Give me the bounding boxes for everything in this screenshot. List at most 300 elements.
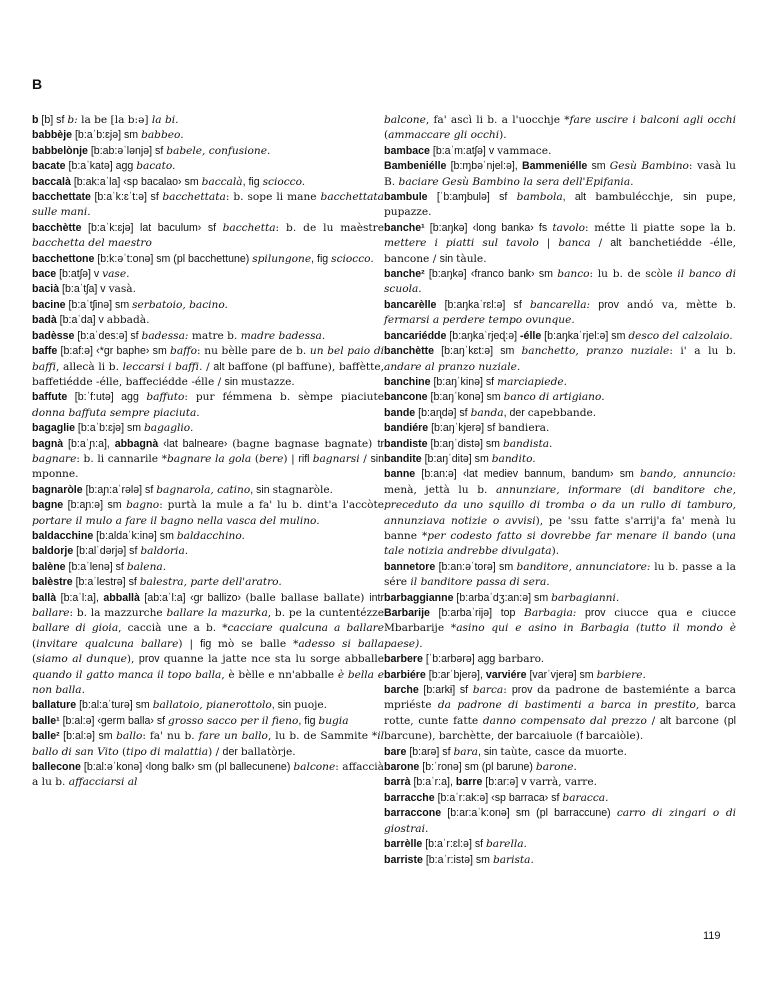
- dictionary-entry: [32, 729, 384, 760]
- entry-grammar: [b:aˈɲ:a],: [63, 437, 115, 450]
- entry-grammar: [b:aŋˈkonə] sm: [427, 391, 504, 404]
- dictionary-entry: [32, 190, 384, 221]
- entry-grammar: [varˈvjerə] sm: [526, 668, 597, 681]
- entry-translation: il ballo di san Vito: [32, 730, 385, 758]
- entry-translation: baracca.: [562, 791, 609, 804]
- dictionary-entry: [384, 591, 736, 606]
- entry-grammar: [b:aˈb:ɛjə] sm: [72, 129, 142, 142]
- headword: baffute: [32, 391, 68, 404]
- entry-translation: ballare di gioia: [32, 622, 119, 635]
- entry-translation: bagaglio.: [144, 422, 194, 435]
- entry-translation: siamo al dunque: [36, 653, 127, 666]
- entry-grammar: prov: [576, 607, 615, 619]
- entry-text: (balle ballase ballate): [245, 591, 370, 604]
- dictionary-entry: [384, 190, 736, 221]
- dictionary-entry: [32, 313, 384, 328]
- entry-translation: bere: [258, 452, 284, 465]
- headword: baldorje: [32, 545, 74, 558]
- entry-grammar: [b:aŋkaˈrjeɖ:ə]: [446, 329, 521, 342]
- entry-grammar: sin: [370, 452, 384, 465]
- dictionary-entry: [32, 344, 384, 390]
- dictionary-entry: [384, 390, 736, 405]
- headword: banche²: [384, 268, 425, 281]
- dictionary-entry: [384, 437, 736, 452]
- entry-text: baffone (: [227, 360, 276, 373]
- entry-translation: bagnarola, catino: [156, 483, 251, 496]
- headword: balle¹: [32, 714, 60, 727]
- entry-grammar: [b:aˈlenə] sf: [65, 560, 127, 573]
- dictionary-entry: [32, 498, 384, 529]
- headword: bacine: [32, 298, 66, 311]
- entry-grammar: [ˈb:aɱbulə] sf: [427, 191, 517, 204]
- dictionary-entry: [32, 698, 384, 713]
- dictionary-entry: [32, 544, 384, 559]
- entry-grammar: [b:aˈm:atʃə] v: [429, 144, 498, 157]
- entry-text: menà, jettà lu b.: [384, 483, 496, 496]
- entry-grammar: alt: [610, 237, 630, 250]
- headword: baffe: [32, 345, 58, 358]
- entry-translation: bacchetta del maestro: [32, 237, 152, 250]
- entry-grammar: [b:al:aˈturə] sm: [76, 699, 153, 712]
- entry-text: barca rotte, cunte fatte: [384, 699, 736, 727]
- entry-grammar: f: [580, 730, 586, 743]
- headword: babbelònje: [32, 144, 88, 157]
- headword: barre: [455, 776, 483, 789]
- entry-text: barcaiòle).: [585, 730, 644, 743]
- headword: balène: [32, 560, 66, 573]
- dictionary-entry: [384, 452, 736, 467]
- entry-text: : vasà lu B.: [384, 160, 736, 188]
- entry-text: matre b.: [188, 329, 241, 342]
- dictionary-entry: [384, 806, 736, 837]
- headword: ballà: [32, 591, 57, 604]
- entry-translation: serbatoio, bacino.: [132, 298, 228, 311]
- entry-grammar: , alt: [562, 191, 596, 204]
- headword: abballà: [103, 591, 140, 604]
- entry-translation: banco: [557, 268, 590, 281]
- entry-translation: bacchettata: [162, 191, 226, 204]
- dictionary-entry: [32, 529, 384, 544]
- entry-translation: ballatoio, pianerottolo: [152, 699, 272, 712]
- entry-grammar: [b:aˈk:ɛˈt:ə] sf: [90, 191, 163, 204]
- headword: Bambeniélle: [384, 160, 447, 173]
- entry-grammar: [b:aˈb:ɛjə] sm: [74, 422, 145, 435]
- entry-translation: baldoria.: [140, 545, 189, 558]
- entry-text: |: [538, 237, 559, 250]
- dictionary-entry: [384, 144, 736, 159]
- entry-translation: cacciare qualcuna a ballare: [227, 622, 384, 635]
- entry-grammar: , fig: [311, 252, 332, 265]
- dictionary-entry: [384, 267, 736, 298]
- headword: Barbarije: [384, 607, 430, 619]
- headword: balle²: [32, 730, 60, 743]
- headword: barraccone: [384, 807, 442, 820]
- entry-text: (: [32, 637, 37, 650]
- dictionary-entry: [32, 483, 384, 498]
- entry-grammar: [b:arˈbjerə],: [425, 668, 486, 681]
- dictionary-entry: [384, 606, 736, 652]
- entry-text: ciucce qua e ciucce Mbarbarije *: [384, 607, 737, 635]
- headword: barracche: [384, 791, 435, 804]
- entry-text: bandiera.: [498, 422, 550, 435]
- entry-grammar: [b:aŋˈkɛt:ə] sm: [434, 345, 522, 358]
- dictionary-entry: [384, 406, 736, 421]
- entry-grammar: [ab:aˈl:a] ‹gr ballizo›: [139, 591, 246, 604]
- headword: bandiére: [384, 422, 429, 435]
- entry-grammar: [b:aˈl:a],: [56, 591, 104, 604]
- entry-grammar: [b:ak:aˈla] ‹sp bacalao› sm: [70, 175, 202, 188]
- entry-translation: barone.: [535, 761, 577, 774]
- entry-grammar: [b:aŋˈditə] sm: [421, 452, 492, 465]
- entry-text: (: [251, 452, 259, 465]
- entry-grammar: [b:aˈr:ak:ə] ‹sp barraca› sf: [434, 791, 563, 804]
- entry-grammar: [b:aˈk:ɛjə] lat baculum› sf: [81, 221, 223, 234]
- entry-grammar: [b:aˈtʃa] v: [59, 283, 109, 296]
- headword: banchine: [384, 375, 431, 388]
- entry-translation: leccarsi i baffi: [122, 360, 200, 373]
- entry-text: bambulécchje,: [595, 191, 684, 204]
- dictionary-entry: [384, 159, 736, 190]
- entry-text: , b. pe la cuntentézze: [267, 607, 384, 619]
- entry-translation: desco del calzolaio.: [628, 329, 733, 342]
- entry-grammar: sin: [224, 375, 242, 388]
- entry-translation: invitare qualcuna ballare: [36, 637, 179, 650]
- entry-translation: banca: [558, 237, 591, 250]
- entry-text: , caccià une a b. *: [118, 622, 228, 635]
- entry-translation: bandito.: [491, 452, 536, 465]
- entry-text: vammace.: [497, 144, 552, 157]
- entry-translation: bandista.: [502, 437, 553, 450]
- dictionary-entry: [384, 853, 736, 868]
- entry-grammar: [b:ˈf:utə] agg: [67, 391, 147, 404]
- entry-text: ).: [551, 545, 560, 558]
- entry-translation: babbeo.: [141, 129, 184, 142]
- right-column: [384, 113, 736, 868]
- entry-grammar: [b:al:ə] sm: [59, 730, 117, 743]
- entry-grammar: [b:aŋkaˈrɛl:ə] sf: [436, 298, 530, 311]
- entry-translation: un bel paio di baffi: [32, 345, 384, 373]
- headword: barone: [384, 761, 420, 774]
- entry-translation: Barbagia:: [524, 607, 577, 619]
- entry-translation: spilungone: [252, 252, 312, 265]
- entry-text: (: [706, 529, 717, 542]
- headword: barbere: [384, 653, 423, 666]
- entry-grammar: , sin: [250, 483, 273, 496]
- entry-translation: baffo: [170, 345, 198, 358]
- headword: -élle: [520, 329, 542, 342]
- dictionary-entry: [32, 760, 384, 791]
- headword: banne: [384, 468, 416, 481]
- dictionary-entry: [32, 298, 384, 313]
- entry-grammar: [b:arkɨ] sf: [418, 684, 473, 697]
- entry-translation: madre badessa.: [240, 329, 326, 342]
- entry-translation: sciocco.: [331, 252, 374, 265]
- entry-text: ) |: [283, 452, 299, 465]
- dictionary-entry: [32, 437, 384, 483]
- entry-translation: b:: [67, 114, 78, 126]
- entry-translation: banco di artigiano.: [503, 391, 605, 404]
- entry-translation: annunziare, informare: [495, 483, 622, 496]
- entry-translation: ballare la mazurka: [166, 607, 268, 619]
- entry-translation: andare al pranzo nuziale.: [384, 360, 521, 373]
- entry-translation: vase.: [102, 268, 130, 281]
- dictionary-entry: [32, 390, 384, 421]
- entry-translation: baffuto: [146, 391, 185, 404]
- entry-grammar: [b:aŋˈkjerə] sf: [428, 422, 499, 435]
- entry-translation: di banditore che, preceduto da uno squillo di tromba o da un rullo di tamburo, annunziava notizie o avvisi: [384, 483, 736, 527]
- dictionary-entry: [384, 560, 736, 591]
- dictionary-entry: [32, 575, 384, 590]
- headword: bacià: [32, 283, 60, 296]
- entry-text: ) /: [208, 745, 223, 758]
- entry-text: abbadà.: [106, 314, 150, 327]
- entry-translation: per codesto fatto si dovrebbe far menare il bando: [427, 529, 707, 542]
- entry-grammar: [b:arbaˈdʒ:an:ə] sm: [453, 591, 552, 604]
- entry-translation: il banditore passa di sera.: [410, 576, 550, 589]
- entry-translation: da padrone di bastimenti a barca in prestito,: [437, 699, 700, 712]
- headword: abbagnà: [114, 437, 159, 450]
- entry-grammar: [b:aŋkaˈrjel:ə] sm: [541, 329, 629, 342]
- entry-text: : affaccià a lu b.: [32, 761, 385, 789]
- entry-text: (: [32, 653, 37, 666]
- headword: barriste: [384, 853, 423, 866]
- entry-grammar: [b:aɲ:ə] sm: [63, 499, 127, 512]
- entry-grammar: ‹lat balneare›: [158, 437, 233, 450]
- dictionary-entry: [384, 791, 736, 806]
- headword: bacchettate: [32, 191, 91, 204]
- entry-text: barcone (: [675, 714, 728, 727]
- headword: bare: [384, 745, 407, 758]
- dictionary-entry: [32, 175, 384, 190]
- headword: barche: [384, 684, 419, 697]
- entry-grammar: sm: [587, 160, 610, 173]
- entry-text: andó va, mètte b.: [627, 298, 736, 311]
- headword: barbaggianne: [384, 591, 454, 604]
- entry-grammar: prov: [590, 298, 628, 311]
- headword: barrèlle: [384, 838, 423, 851]
- headword: bambace: [384, 144, 430, 157]
- dictionary-entry: [384, 113, 736, 144]
- entry-translation: è bella e non balla.: [32, 668, 384, 697]
- dictionary-entry: [384, 668, 736, 683]
- entry-translation: bambola: [516, 191, 563, 204]
- dictionary-entry: [32, 714, 384, 729]
- entry-grammar: sin: [439, 252, 457, 265]
- headword: baldacchine: [32, 529, 94, 542]
- entry-translation: baciare Gesù Bambino la sera dell'Epifania.: [398, 175, 634, 188]
- entry-text: /: [590, 237, 611, 250]
- entry-grammar: [b:an:ə] ‹lat mediev bannum, bandum› sm: [415, 468, 641, 481]
- dictionary-entry: [32, 267, 384, 282]
- entry-grammar: [b:an:əˈtorə] sm: [435, 560, 517, 573]
- entry-text: ).: [499, 129, 507, 142]
- entry-translation: una tale notizia andrebbe divulgata: [384, 529, 736, 558]
- entry-translation: balcone: [293, 761, 336, 774]
- entry-translation: ballo: [116, 730, 143, 743]
- entry-text: vasà.: [108, 283, 136, 296]
- headword: bancone: [384, 391, 428, 404]
- page-number: 119: [703, 930, 721, 942]
- headword: bacchètte: [32, 221, 82, 234]
- entry-text: , è bèlle e nn'abballe: [221, 668, 338, 681]
- dictionary-entry: [384, 329, 736, 344]
- entry-text: , lu b. de Sammite *: [267, 730, 378, 743]
- entry-text: (: [384, 129, 389, 142]
- headword: banche¹: [384, 221, 425, 234]
- entry-text: : i' a lu b.: [669, 345, 737, 358]
- entry-text: : lu b. de scòle: [589, 268, 678, 281]
- entry-translation: marciapiede.: [497, 375, 567, 388]
- entry-text: tàule.: [456, 252, 487, 265]
- entry-text: : purtà la mule a fa' lu b. dint'a l'accòte: [159, 499, 384, 512]
- entry-translation: bagnare la gola: [167, 452, 252, 465]
- entry-translation: fare uscire i balconi agli occhi: [569, 114, 736, 126]
- entry-translation: bacchetta: [222, 221, 276, 234]
- entry-translation: sciocco.: [262, 175, 306, 188]
- headword: Bammeniélle: [521, 160, 588, 173]
- entry-grammar: fig: [200, 637, 218, 650]
- entry-grammar: [b:aɳdə] sf: [415, 406, 471, 419]
- headword: bagnà: [32, 437, 64, 450]
- entry-text: :: [503, 684, 512, 697]
- entry-text: , allecà li b.: [56, 360, 123, 373]
- entry-grammar: [b:aˈda] v: [56, 314, 107, 327]
- entry-grammar: [b:aŋˈdistə] sm: [427, 437, 503, 450]
- dictionary-entry: [384, 652, 736, 667]
- entry-translation: baldacchino.: [176, 529, 245, 542]
- entry-text: ), pe 'ssu fatte s'arrij'a fa' menà lu banne *: [384, 514, 736, 542]
- entry-text: : b. sope li mane: [225, 191, 321, 204]
- entry-translation: tipo di malattia: [126, 745, 209, 758]
- entry-grammar: alt: [213, 360, 228, 373]
- entry-text: : pur fémmena b. sèmpe piaciute: [184, 391, 384, 404]
- entry-grammar: [b:al:əˈkonə] ‹long balk› sm (pl ballecunene): [80, 761, 294, 774]
- entry-text: la be [la b:ə]: [77, 114, 152, 126]
- entry-grammar: [b:atʃə] v: [56, 268, 103, 281]
- entry-translation: donna baffuta sempre piaciuta.: [32, 406, 200, 419]
- entry-grammar: [b:ab:əˈlənjə] sf: [87, 144, 167, 157]
- entry-text: barbaro.: [498, 653, 545, 666]
- entry-grammar: intr: [369, 591, 384, 604]
- entry-grammar: [b:af:ə] ‹*gr baphe› sm: [57, 345, 171, 358]
- headword: bagne: [32, 499, 64, 512]
- entry-grammar: alt: [659, 714, 676, 727]
- entry-grammar: [b:k:əˈt:onə] sm (pl bacchettune): [94, 252, 253, 265]
- headword: ballature: [32, 699, 77, 712]
- dictionary-entry: [384, 775, 736, 790]
- entry-translation: babele, confusione.: [166, 144, 271, 157]
- dictionary-entry: [384, 760, 736, 775]
- entry-grammar: der: [497, 730, 516, 743]
- entry-text: /: [646, 714, 660, 727]
- entry-text: pupe, pupazze.: [384, 191, 736, 219]
- entry-text: capebbande.: [527, 406, 597, 419]
- entry-translation: Gesù Bambino: [609, 160, 689, 173]
- entry-grammar: , der: [503, 406, 528, 419]
- entry-text: : b. li cannarile *: [76, 452, 167, 465]
- entry-text: quanne la jatte nce sta lu sorge abballe: [163, 653, 384, 666]
- dictionary-entry: [32, 159, 384, 174]
- entry-grammar: tr: [377, 437, 384, 450]
- entry-translation: grosso sacco per il fieno: [168, 714, 299, 727]
- headword: bande: [384, 406, 416, 419]
- headword: badà: [32, 314, 57, 327]
- entry-translation: bacato.: [136, 160, 176, 173]
- dictionary-entry: [384, 683, 736, 745]
- entry-translation: il banco di scuola.: [384, 268, 736, 296]
- entry-translation: bagnarsi: [312, 452, 360, 465]
- dictionary-entry: [32, 591, 384, 699]
- entry-translation: tavolo: [552, 221, 586, 234]
- entry-grammar: [b:arə] sf: [406, 745, 454, 758]
- entry-grammar: [b:aŋˈkinə] sf: [430, 375, 498, 388]
- entry-grammar: [b:aˈr:istə] sm: [422, 853, 493, 866]
- entry-text: puoje.: [294, 699, 327, 712]
- dictionary-entry: [32, 282, 384, 297]
- entry-translation: banditore, annunciatore:: [516, 560, 651, 573]
- entry-grammar: [b:aˈdes:ə] sf: [74, 329, 142, 342]
- dictionary-entry: [384, 421, 736, 436]
- entry-grammar: [b:arbaˈrijə] top: [429, 607, 525, 619]
- entry-text: ),: [126, 653, 139, 666]
- entry-translation: asino qui e asino in Barbagia (tutto il mondo è paese).: [384, 622, 736, 650]
- dictionary-entry: [384, 298, 736, 329]
- section-letter: B: [32, 76, 43, 92]
- dictionary-entry: [32, 113, 384, 128]
- entry-translation: bara: [453, 745, 478, 758]
- entry-translation: banda: [470, 406, 504, 419]
- headword: b: [32, 114, 39, 126]
- entry-text: stagnaròle.: [272, 483, 334, 496]
- entry-translation: bancarella:: [529, 298, 591, 311]
- entry-translation: bacchettata sulle mani.: [32, 191, 384, 219]
- entry-grammar: , fig: [298, 714, 319, 727]
- entry-translation: balestra, parte dell'aratro.: [139, 576, 282, 589]
- entry-grammar: prov: [511, 684, 538, 697]
- dictionary-entry: [32, 221, 384, 252]
- entry-grammar: [b:aŋkə] ‹franco bank› sm: [424, 268, 558, 281]
- headword: bacate: [32, 160, 66, 173]
- entry-grammar: [b:ˈronə] sm (pl barune): [419, 761, 536, 774]
- entry-translation: barbiere.: [596, 668, 646, 681]
- entry-text: mò se balle *: [217, 637, 299, 650]
- entry-text: , fa' ascì li b. a l'uocchje *: [425, 114, 570, 126]
- entry-translation: bando, annuncio:: [640, 468, 736, 481]
- headword: bace: [32, 268, 57, 281]
- entry-text: : métte li piatte sope la b.: [585, 221, 736, 234]
- entry-translation: barista.: [492, 853, 534, 866]
- entry-grammar: [b:aldaˈk:inə] sm: [93, 529, 177, 542]
- entry-translation: portare il mulo a fare il bagno nella vasca del mulino.: [32, 514, 320, 527]
- left-column: [32, 113, 384, 791]
- entry-text: barcaiuole (: [515, 730, 581, 743]
- headword: bandiste: [384, 437, 428, 450]
- entry-grammar: rifl: [298, 452, 313, 465]
- headword: baccalà: [32, 175, 71, 188]
- entry-grammar: pl: [275, 360, 288, 373]
- entry-grammar: [b:alˈdərjə] sf: [73, 545, 141, 558]
- headword: bancariédde: [384, 329, 447, 342]
- dictionary-entry: [384, 837, 736, 852]
- entry-text: mponne.: [32, 468, 79, 481]
- entry-translation: fermarsi a perdere tempo ovunque.: [384, 314, 575, 327]
- entry-grammar: [b:aŋkə] ‹long banka› fs: [424, 221, 553, 234]
- entry-grammar: [b:ar:ə] v: [482, 776, 530, 789]
- entry-translation: fare un ballo: [198, 730, 268, 743]
- headword: barbiére: [384, 668, 426, 681]
- dictionary-entry: [32, 560, 384, 575]
- entry-text: /: [359, 452, 371, 465]
